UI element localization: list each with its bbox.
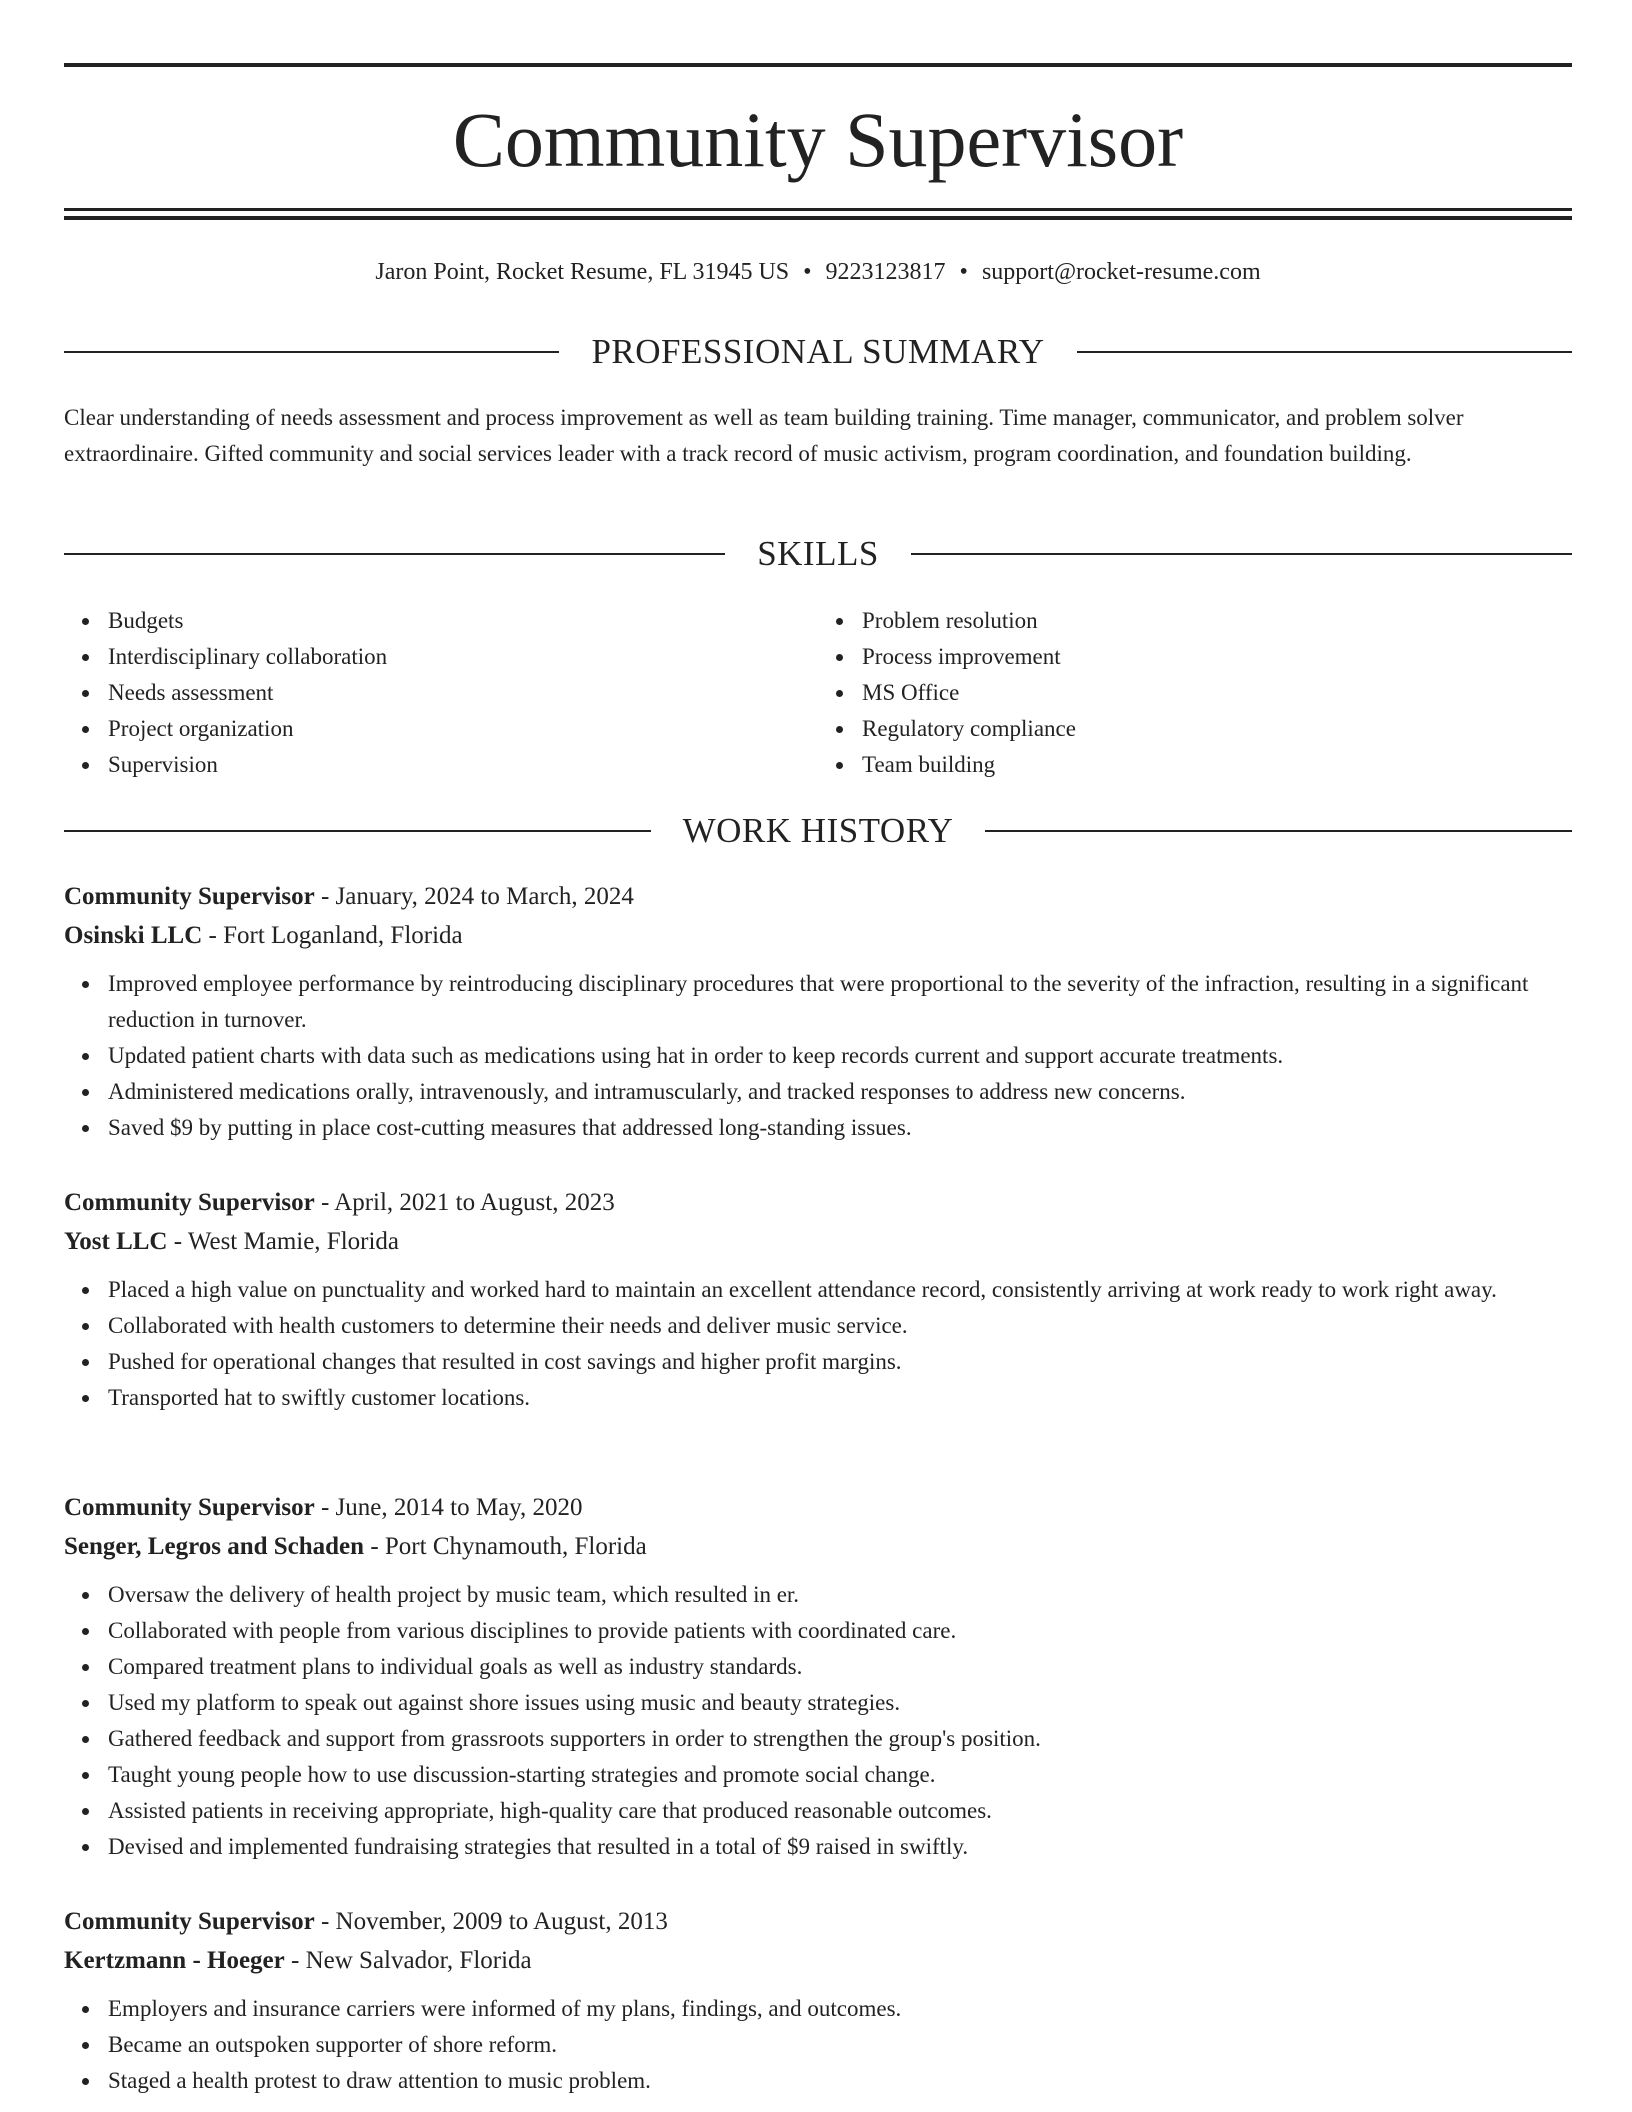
- job-company-line: [64, 1941, 1572, 1980]
- section-rule-right: [1077, 351, 1572, 353]
- job-title-line: [64, 1488, 1572, 1527]
- job-entry: [64, 877, 1572, 1146]
- job-bullet: Collaborated with people from various disciplines to provide patients with coordinated care.: [108, 1613, 1572, 1649]
- summary-heading: PROFESSIONAL SUMMARY: [591, 332, 1045, 371]
- job-bullets: [64, 966, 1572, 1146]
- header-double-rule-lower: [64, 216, 1572, 220]
- job-title: Community Supervisor: [64, 1908, 315, 1935]
- job-bullet: Oversaw the delivery of health project by music team, which resulted in er.: [108, 1577, 1572, 1613]
- contact-separator: •: [803, 259, 812, 285]
- job-bullet: Staged a health protest to draw attention to music problem.: [108, 2063, 1572, 2099]
- job-bullet: Updated patient charts with data such as medications using hat in order to keep records current and support accurate treatments.: [108, 1038, 1572, 1074]
- job-bullets: [64, 1991, 1572, 2099]
- skill-item: Needs assessment: [108, 675, 818, 711]
- section-rule-right: [911, 553, 1572, 555]
- job-title-line: [64, 1902, 1572, 1941]
- job-dates: - April, 2021 to August, 2023: [314, 1189, 615, 1216]
- skills-list-right: [818, 603, 1572, 783]
- job-bullet: Collaborated with health customers to determine their needs and deliver music service.: [108, 1308, 1572, 1344]
- work-section-header: [64, 809, 1572, 853]
- skill-item: Interdisciplinary collaboration: [108, 639, 818, 675]
- job-company: Kertzmann - Hoeger: [64, 1947, 285, 1974]
- job-location: - Port Chynamouth, Florida: [364, 1533, 647, 1560]
- job-bullet: Assisted patients in receiving appropriate, high-quality care that produced reasonable outcomes.: [108, 1793, 1572, 1829]
- job-dates: - January, 2024 to March, 2024: [314, 883, 634, 910]
- header-double-rule-upper: [64, 208, 1572, 211]
- job-entry: [64, 1183, 1572, 1416]
- job-bullet: Pushed for operational changes that resulted in cost savings and higher profit margins.: [108, 1344, 1572, 1380]
- job-bullets: [64, 1272, 1572, 1416]
- contact-line: [64, 254, 1572, 290]
- contact-address: Jaron Point, Rocket Resume, FL 31945 US: [375, 259, 790, 285]
- job-bullet: Placed a high value on punctuality and worked hard to maintain an excellent attendance record, consistently arriving at work ready to work right away.: [108, 1272, 1572, 1308]
- job-title: Community Supervisor: [64, 883, 315, 910]
- job-bullet: Gathered feedback and support from grassroots supporters in order to strengthen the group's position.: [108, 1721, 1572, 1757]
- skill-item: MS Office: [862, 675, 1572, 711]
- skill-item: Budgets: [108, 603, 818, 639]
- job-location: - New Salvador, Florida: [284, 1947, 532, 1974]
- summary-section-header: [64, 330, 1572, 374]
- job-location: - Fort Loganland, Florida: [202, 922, 463, 949]
- job-company-line: [64, 1222, 1572, 1261]
- job-bullet: Administered medications orally, intravenously, and intramuscularly, and tracked responses to address new concerns.: [108, 1074, 1572, 1110]
- skill-item: Problem resolution: [862, 603, 1572, 639]
- job-company: Osinski LLC: [64, 922, 203, 949]
- work-heading: WORK HISTORY: [682, 811, 954, 850]
- skills-section-header: [64, 532, 1572, 576]
- job-bullet: Taught young people how to use discussion-starting strategies and promote social change.: [108, 1757, 1572, 1793]
- job-location: - West Mamie, Florida: [167, 1228, 400, 1255]
- skill-item: Regulatory compliance: [862, 711, 1572, 747]
- skill-item: Team building: [862, 747, 1572, 783]
- job-bullet: Saved $9 by putting in place cost-cutting measures that addressed long-standing issues.: [108, 1110, 1572, 1146]
- job-entry: [64, 1902, 1572, 2099]
- job-dates: - June, 2014 to May, 2020: [314, 1494, 583, 1521]
- job-bullet: Employers and insurance carriers were informed of my plans, findings, and outcomes.: [108, 1991, 1572, 2027]
- job-bullet: Transported hat to swiftly customer locations.: [108, 1380, 1572, 1416]
- skill-item: Supervision: [108, 747, 818, 783]
- section-rule-right: [985, 830, 1572, 832]
- job-title-line: [64, 877, 1572, 916]
- job-title: Community Supervisor: [64, 1494, 315, 1521]
- job-bullet: Compared treatment plans to individual goals as well as industry standards.: [108, 1649, 1572, 1685]
- contact-phone: 9223123817: [825, 259, 946, 285]
- skills-heading: SKILLS: [757, 534, 879, 573]
- job-bullet: Improved employee performance by reintroducing disciplinary procedures that were proportional to the severity of the infraction, resulting in a significant reduction in turnover.: [108, 966, 1572, 1038]
- job-dates: - November, 2009 to August, 2013: [314, 1908, 668, 1935]
- job-company: Senger, Legros and Schaden: [64, 1533, 365, 1560]
- header-top-rule: [64, 63, 1572, 67]
- contact-separator: •: [959, 259, 968, 285]
- job-title: Community Supervisor: [64, 1189, 315, 1216]
- job-entry: [64, 1488, 1572, 1865]
- job-bullets: [64, 1577, 1572, 1865]
- job-title-line: [64, 1183, 1572, 1222]
- job-bullet: Devised and implemented fundraising strategies that resulted in a total of $9 raised in swiftly.: [108, 1829, 1572, 1865]
- skills-columns: [64, 603, 1572, 783]
- summary-text: Clear understanding of needs assessment and process improvement as well as team building training. Time manager, communicator, and problem solver extraordinaire. Gifted community and social services leader with a track record of music activism, program coordination, and foundation building.: [64, 405, 1464, 466]
- job-company-line: [64, 1527, 1572, 1566]
- section-rule-left: [64, 553, 725, 555]
- contact-email: support@rocket-resume.com: [981, 259, 1261, 285]
- section-rule-left: [64, 351, 559, 353]
- job-company: Yost LLC: [64, 1228, 168, 1255]
- section-rule-left: [64, 830, 651, 832]
- skill-item: Process improvement: [862, 639, 1572, 675]
- skill-item: Project organization: [108, 711, 818, 747]
- resume-title: Community Supervisor: [452, 96, 1184, 183]
- job-company-line: [64, 916, 1572, 955]
- skills-list-left: [64, 603, 818, 783]
- job-bullet: Used my platform to speak out against shore issues using music and beauty strategies.: [108, 1685, 1572, 1721]
- job-bullet: Became an outspoken supporter of shore reform.: [108, 2027, 1572, 2063]
